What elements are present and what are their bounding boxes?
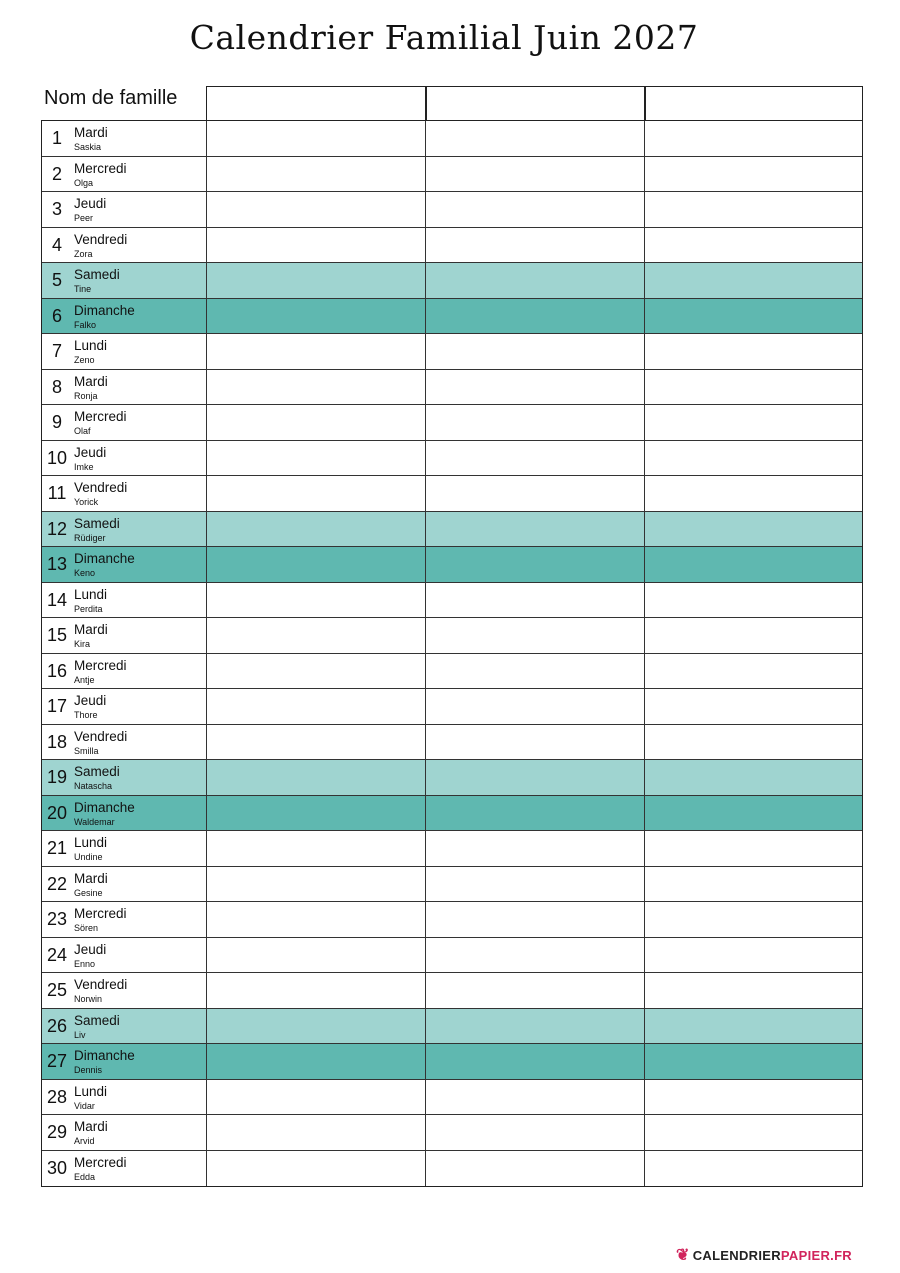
day-name: Lundi bbox=[74, 1083, 108, 1099]
day-name: Samedi bbox=[74, 764, 120, 779]
entry-cell[interactable] bbox=[644, 973, 864, 1008]
day-number: 15 bbox=[46, 625, 68, 645]
entry-cell[interactable] bbox=[425, 725, 645, 760]
day-name: Mercredi bbox=[74, 906, 127, 921]
day-row bbox=[42, 547, 862, 583]
entry-cell[interactable] bbox=[206, 938, 426, 973]
entry-cell[interactable] bbox=[644, 1080, 864, 1115]
entry-cell[interactable] bbox=[425, 157, 645, 192]
entry-cell[interactable] bbox=[425, 831, 645, 866]
entry-cell[interactable] bbox=[425, 1080, 645, 1115]
entry-cell[interactable] bbox=[206, 228, 426, 263]
entry-cell[interactable] bbox=[206, 725, 426, 760]
entry-cell[interactable] bbox=[206, 1009, 426, 1044]
entry-cell[interactable] bbox=[206, 618, 426, 653]
entry-cell[interactable] bbox=[206, 121, 426, 156]
day-name: Vendredi bbox=[74, 977, 128, 992]
entry-cell[interactable] bbox=[644, 547, 864, 582]
day-row bbox=[42, 867, 862, 903]
day-name: Dimanche bbox=[74, 551, 135, 566]
day-saint-name: Gesine bbox=[74, 887, 103, 898]
day-name: Dimanche bbox=[74, 1048, 135, 1063]
day-name: Jeudi bbox=[74, 941, 107, 957]
entry-cell[interactable] bbox=[425, 299, 645, 334]
day-saint-name: Falko bbox=[74, 319, 97, 330]
day-row bbox=[42, 1009, 862, 1045]
entry-cell[interactable] bbox=[206, 973, 426, 1008]
day-name: Dimanche bbox=[74, 799, 135, 815]
day-number: 8 bbox=[51, 376, 62, 397]
entry-cell[interactable] bbox=[425, 867, 645, 902]
entry-cell[interactable] bbox=[206, 760, 426, 795]
entry-cell[interactable] bbox=[206, 263, 426, 298]
day-row bbox=[42, 299, 862, 335]
day-saint-name: Ronja bbox=[74, 390, 98, 401]
day-saint-name: Dennis bbox=[74, 1065, 103, 1075]
day-number: 24 bbox=[46, 944, 68, 965]
family-name-field-3[interactable] bbox=[644, 86, 863, 120]
entry-cell[interactable] bbox=[206, 1080, 426, 1115]
logo-text-part2: PAPIER.FR bbox=[780, 1247, 852, 1263]
entry-cell[interactable] bbox=[644, 760, 864, 795]
day-number: 7 bbox=[51, 341, 62, 361]
entry-cell[interactable] bbox=[425, 796, 645, 831]
day-name: Mercredi bbox=[74, 1154, 127, 1170]
day-row bbox=[42, 618, 862, 654]
day-name: Vendredi bbox=[74, 480, 128, 495]
entry-cell[interactable] bbox=[206, 1151, 426, 1187]
entry-cell[interactable] bbox=[644, 938, 864, 973]
day-saint-name: Yorick bbox=[74, 497, 99, 507]
entry-cell[interactable] bbox=[644, 512, 864, 547]
feather-icon: ❦ bbox=[675, 1247, 690, 1264]
entry-cell[interactable] bbox=[644, 1115, 864, 1150]
entry-cell[interactable] bbox=[425, 476, 645, 511]
entry-cell[interactable] bbox=[425, 441, 645, 476]
entry-cell[interactable] bbox=[425, 334, 645, 369]
day-saint-name: Tine bbox=[74, 284, 92, 294]
entry-cell[interactable] bbox=[425, 370, 645, 405]
day-saint-name: Sören bbox=[74, 923, 99, 933]
day-name: Dimanche bbox=[74, 302, 135, 318]
day-row bbox=[42, 476, 862, 512]
day-row bbox=[42, 902, 862, 938]
day-name: Mercredi bbox=[74, 160, 127, 176]
day-number: 11 bbox=[47, 483, 67, 503]
day-saint-name: Saskia bbox=[74, 142, 102, 152]
entry-cell[interactable] bbox=[644, 902, 864, 937]
day-name: Vendredi bbox=[74, 728, 128, 744]
day-name: Samedi bbox=[74, 267, 120, 282]
day-saint-name: Arvid bbox=[74, 1136, 95, 1146]
entry-cell[interactable] bbox=[425, 405, 645, 440]
entry-cell[interactable] bbox=[425, 547, 645, 582]
entry-cell[interactable] bbox=[644, 334, 864, 369]
day-saint-name: Keno bbox=[74, 568, 96, 578]
day-number: 4 bbox=[51, 234, 62, 255]
calendar-grid bbox=[41, 120, 863, 1187]
day-number: 12 bbox=[46, 518, 68, 539]
day-name: Lundi bbox=[74, 338, 108, 353]
day-saint-name: Imke bbox=[74, 461, 94, 472]
day-row bbox=[42, 121, 862, 157]
day-row bbox=[42, 263, 862, 299]
day-number: 18 bbox=[46, 731, 68, 752]
entry-cell[interactable] bbox=[425, 263, 645, 298]
entry-cell[interactable] bbox=[425, 760, 645, 795]
entry-cell[interactable] bbox=[644, 583, 864, 618]
day-number: 21 bbox=[46, 838, 68, 858]
day-name: Mercredi bbox=[74, 409, 127, 424]
day-number: 14 bbox=[46, 589, 68, 610]
day-row bbox=[42, 405, 862, 441]
day-number: 6 bbox=[51, 305, 62, 326]
day-number: 1 bbox=[51, 128, 62, 148]
day-number: 25 bbox=[46, 980, 68, 1000]
entry-cell[interactable] bbox=[206, 796, 426, 831]
entry-cell[interactable] bbox=[425, 192, 645, 227]
day-row bbox=[42, 334, 862, 370]
day-number: 26 bbox=[46, 1015, 68, 1036]
day-row bbox=[42, 157, 862, 193]
entry-cell[interactable] bbox=[206, 654, 426, 689]
entry-cell[interactable] bbox=[425, 618, 645, 653]
day-number: 13 bbox=[46, 554, 68, 574]
day-saint-name: Smilla bbox=[74, 745, 99, 756]
day-row bbox=[42, 1115, 862, 1151]
day-saint-name: Peer bbox=[74, 213, 94, 223]
day-saint-name: Vidar bbox=[74, 1100, 95, 1111]
day-name: Mardi bbox=[74, 373, 108, 389]
day-number: 30 bbox=[46, 1157, 68, 1178]
day-row bbox=[42, 583, 862, 619]
entry-cell[interactable] bbox=[644, 228, 864, 263]
day-saint-name: Rüdiger bbox=[74, 532, 106, 543]
day-saint-name: Olaf bbox=[74, 426, 91, 436]
day-row bbox=[42, 441, 862, 477]
day-saint-name: Zora bbox=[74, 248, 93, 259]
day-name: Vendredi bbox=[74, 231, 128, 247]
day-name: Samedi bbox=[74, 515, 120, 531]
day-saint-name: Natascha bbox=[74, 781, 113, 791]
day-name: Jeudi bbox=[74, 693, 107, 708]
day-number: 9 bbox=[51, 412, 62, 432]
day-row bbox=[42, 973, 862, 1009]
day-number: 29 bbox=[46, 1122, 68, 1142]
entry-cell[interactable] bbox=[425, 512, 645, 547]
entry-cell[interactable] bbox=[425, 1044, 645, 1079]
entry-cell[interactable] bbox=[206, 441, 426, 476]
entry-cell[interactable] bbox=[425, 1151, 645, 1187]
day-saint-name: Zeno bbox=[74, 355, 95, 365]
day-row bbox=[42, 512, 862, 548]
entry-cell[interactable] bbox=[644, 831, 864, 866]
day-number: 17 bbox=[46, 696, 68, 716]
entry-cell[interactable] bbox=[206, 334, 426, 369]
entry-cell[interactable] bbox=[644, 689, 864, 724]
entry-cell[interactable] bbox=[206, 192, 426, 227]
entry-cell[interactable] bbox=[644, 157, 864, 192]
day-number: 5 bbox=[51, 270, 62, 290]
entry-cell[interactable] bbox=[644, 1044, 864, 1079]
day-number: 3 bbox=[51, 199, 62, 219]
entry-cell[interactable] bbox=[644, 476, 864, 511]
entry-cell[interactable] bbox=[644, 867, 864, 902]
day-row bbox=[42, 370, 862, 406]
day-name: Lundi bbox=[74, 835, 108, 850]
day-saint-name: Edda bbox=[74, 1171, 96, 1182]
day-name: Mardi bbox=[74, 125, 108, 140]
day-row bbox=[42, 796, 862, 832]
entry-cell[interactable] bbox=[425, 121, 645, 156]
day-saint-name: Undine bbox=[74, 852, 103, 862]
entry-cell[interactable] bbox=[206, 583, 426, 618]
day-name: Jeudi bbox=[74, 196, 107, 211]
day-row bbox=[42, 725, 862, 761]
entry-cell[interactable] bbox=[206, 867, 426, 902]
entry-cell[interactable] bbox=[206, 547, 426, 582]
family-name-field-2[interactable] bbox=[425, 86, 646, 120]
entry-cell[interactable] bbox=[644, 263, 864, 298]
day-row bbox=[42, 1151, 862, 1187]
day-number: 16 bbox=[46, 660, 68, 681]
day-number: 22 bbox=[46, 873, 68, 894]
day-row bbox=[42, 760, 862, 796]
entry-cell[interactable] bbox=[425, 902, 645, 937]
day-row bbox=[42, 654, 862, 690]
entry-cell[interactable] bbox=[206, 476, 426, 511]
entry-cell[interactable] bbox=[644, 192, 864, 227]
day-saint-name: Antje bbox=[74, 674, 95, 685]
entry-cell[interactable] bbox=[644, 441, 864, 476]
entry-cell[interactable] bbox=[206, 512, 426, 547]
entry-cell[interactable] bbox=[425, 583, 645, 618]
entry-cell[interactable] bbox=[644, 725, 864, 760]
entry-cell[interactable] bbox=[644, 405, 864, 440]
day-name: Mardi bbox=[74, 870, 108, 886]
day-row bbox=[42, 938, 862, 974]
entry-cell[interactable] bbox=[206, 299, 426, 334]
day-number: 10 bbox=[46, 447, 68, 468]
entry-cell[interactable] bbox=[644, 796, 864, 831]
family-name-field-1[interactable] bbox=[206, 86, 427, 120]
day-saint-name: Thore bbox=[74, 710, 98, 720]
day-name: Jeudi bbox=[74, 444, 107, 460]
entry-cell[interactable] bbox=[206, 1044, 426, 1079]
day-name: Lundi bbox=[74, 586, 108, 602]
entry-cell[interactable] bbox=[644, 370, 864, 405]
day-number: 2 bbox=[51, 163, 62, 184]
entry-cell[interactable] bbox=[425, 938, 645, 973]
day-name: Mardi bbox=[74, 622, 108, 637]
day-row bbox=[42, 228, 862, 264]
entry-cell[interactable] bbox=[425, 654, 645, 689]
page-title: Calendrier Familial Juin 2027 bbox=[189, 18, 699, 57]
entry-cell[interactable] bbox=[206, 370, 426, 405]
entry-cell[interactable] bbox=[425, 228, 645, 263]
family-name-label: Nom de famille bbox=[44, 87, 178, 109]
day-saint-name: Liv bbox=[74, 1029, 86, 1040]
entry-cell[interactable] bbox=[206, 1115, 426, 1150]
day-row bbox=[42, 831, 862, 867]
day-saint-name: Norwin bbox=[74, 994, 103, 1004]
day-name: Samedi bbox=[74, 1012, 120, 1028]
entry-cell[interactable] bbox=[425, 1009, 645, 1044]
entry-cell[interactable] bbox=[206, 689, 426, 724]
day-row bbox=[42, 1080, 862, 1116]
entry-cell[interactable] bbox=[425, 689, 645, 724]
entry-cell[interactable] bbox=[644, 1151, 864, 1187]
day-row bbox=[42, 192, 862, 228]
day-saint-name: Perdita bbox=[74, 603, 103, 614]
day-number: 28 bbox=[46, 1086, 68, 1107]
entry-cell[interactable] bbox=[206, 902, 426, 937]
entry-cell[interactable] bbox=[644, 618, 864, 653]
day-row bbox=[42, 1044, 862, 1080]
entry-cell[interactable] bbox=[425, 973, 645, 1008]
entry-cell[interactable] bbox=[644, 121, 864, 156]
day-number: 23 bbox=[46, 909, 68, 929]
day-number: 20 bbox=[46, 802, 68, 823]
entry-cell[interactable] bbox=[644, 299, 864, 334]
day-name: Mardi bbox=[74, 1119, 108, 1134]
day-number: 19 bbox=[46, 767, 68, 787]
day-saint-name: Waldemar bbox=[74, 816, 115, 827]
day-saint-name: Kira bbox=[74, 639, 91, 649]
brand-logo bbox=[676, 1245, 852, 1265]
day-name: Mercredi bbox=[74, 657, 127, 673]
day-saint-name: Enno bbox=[74, 958, 96, 969]
day-number: 27 bbox=[46, 1051, 68, 1071]
entry-cell[interactable] bbox=[206, 405, 426, 440]
day-saint-name: Olga bbox=[74, 177, 94, 188]
logo-text-part1: CALENDRIER bbox=[692, 1247, 781, 1263]
entry-cell[interactable] bbox=[644, 1009, 864, 1044]
entry-cell[interactable] bbox=[206, 157, 426, 192]
entry-cell[interactable] bbox=[425, 1115, 645, 1150]
day-row bbox=[42, 689, 862, 725]
entry-cell[interactable] bbox=[206, 831, 426, 866]
entry-cell[interactable] bbox=[644, 654, 864, 689]
